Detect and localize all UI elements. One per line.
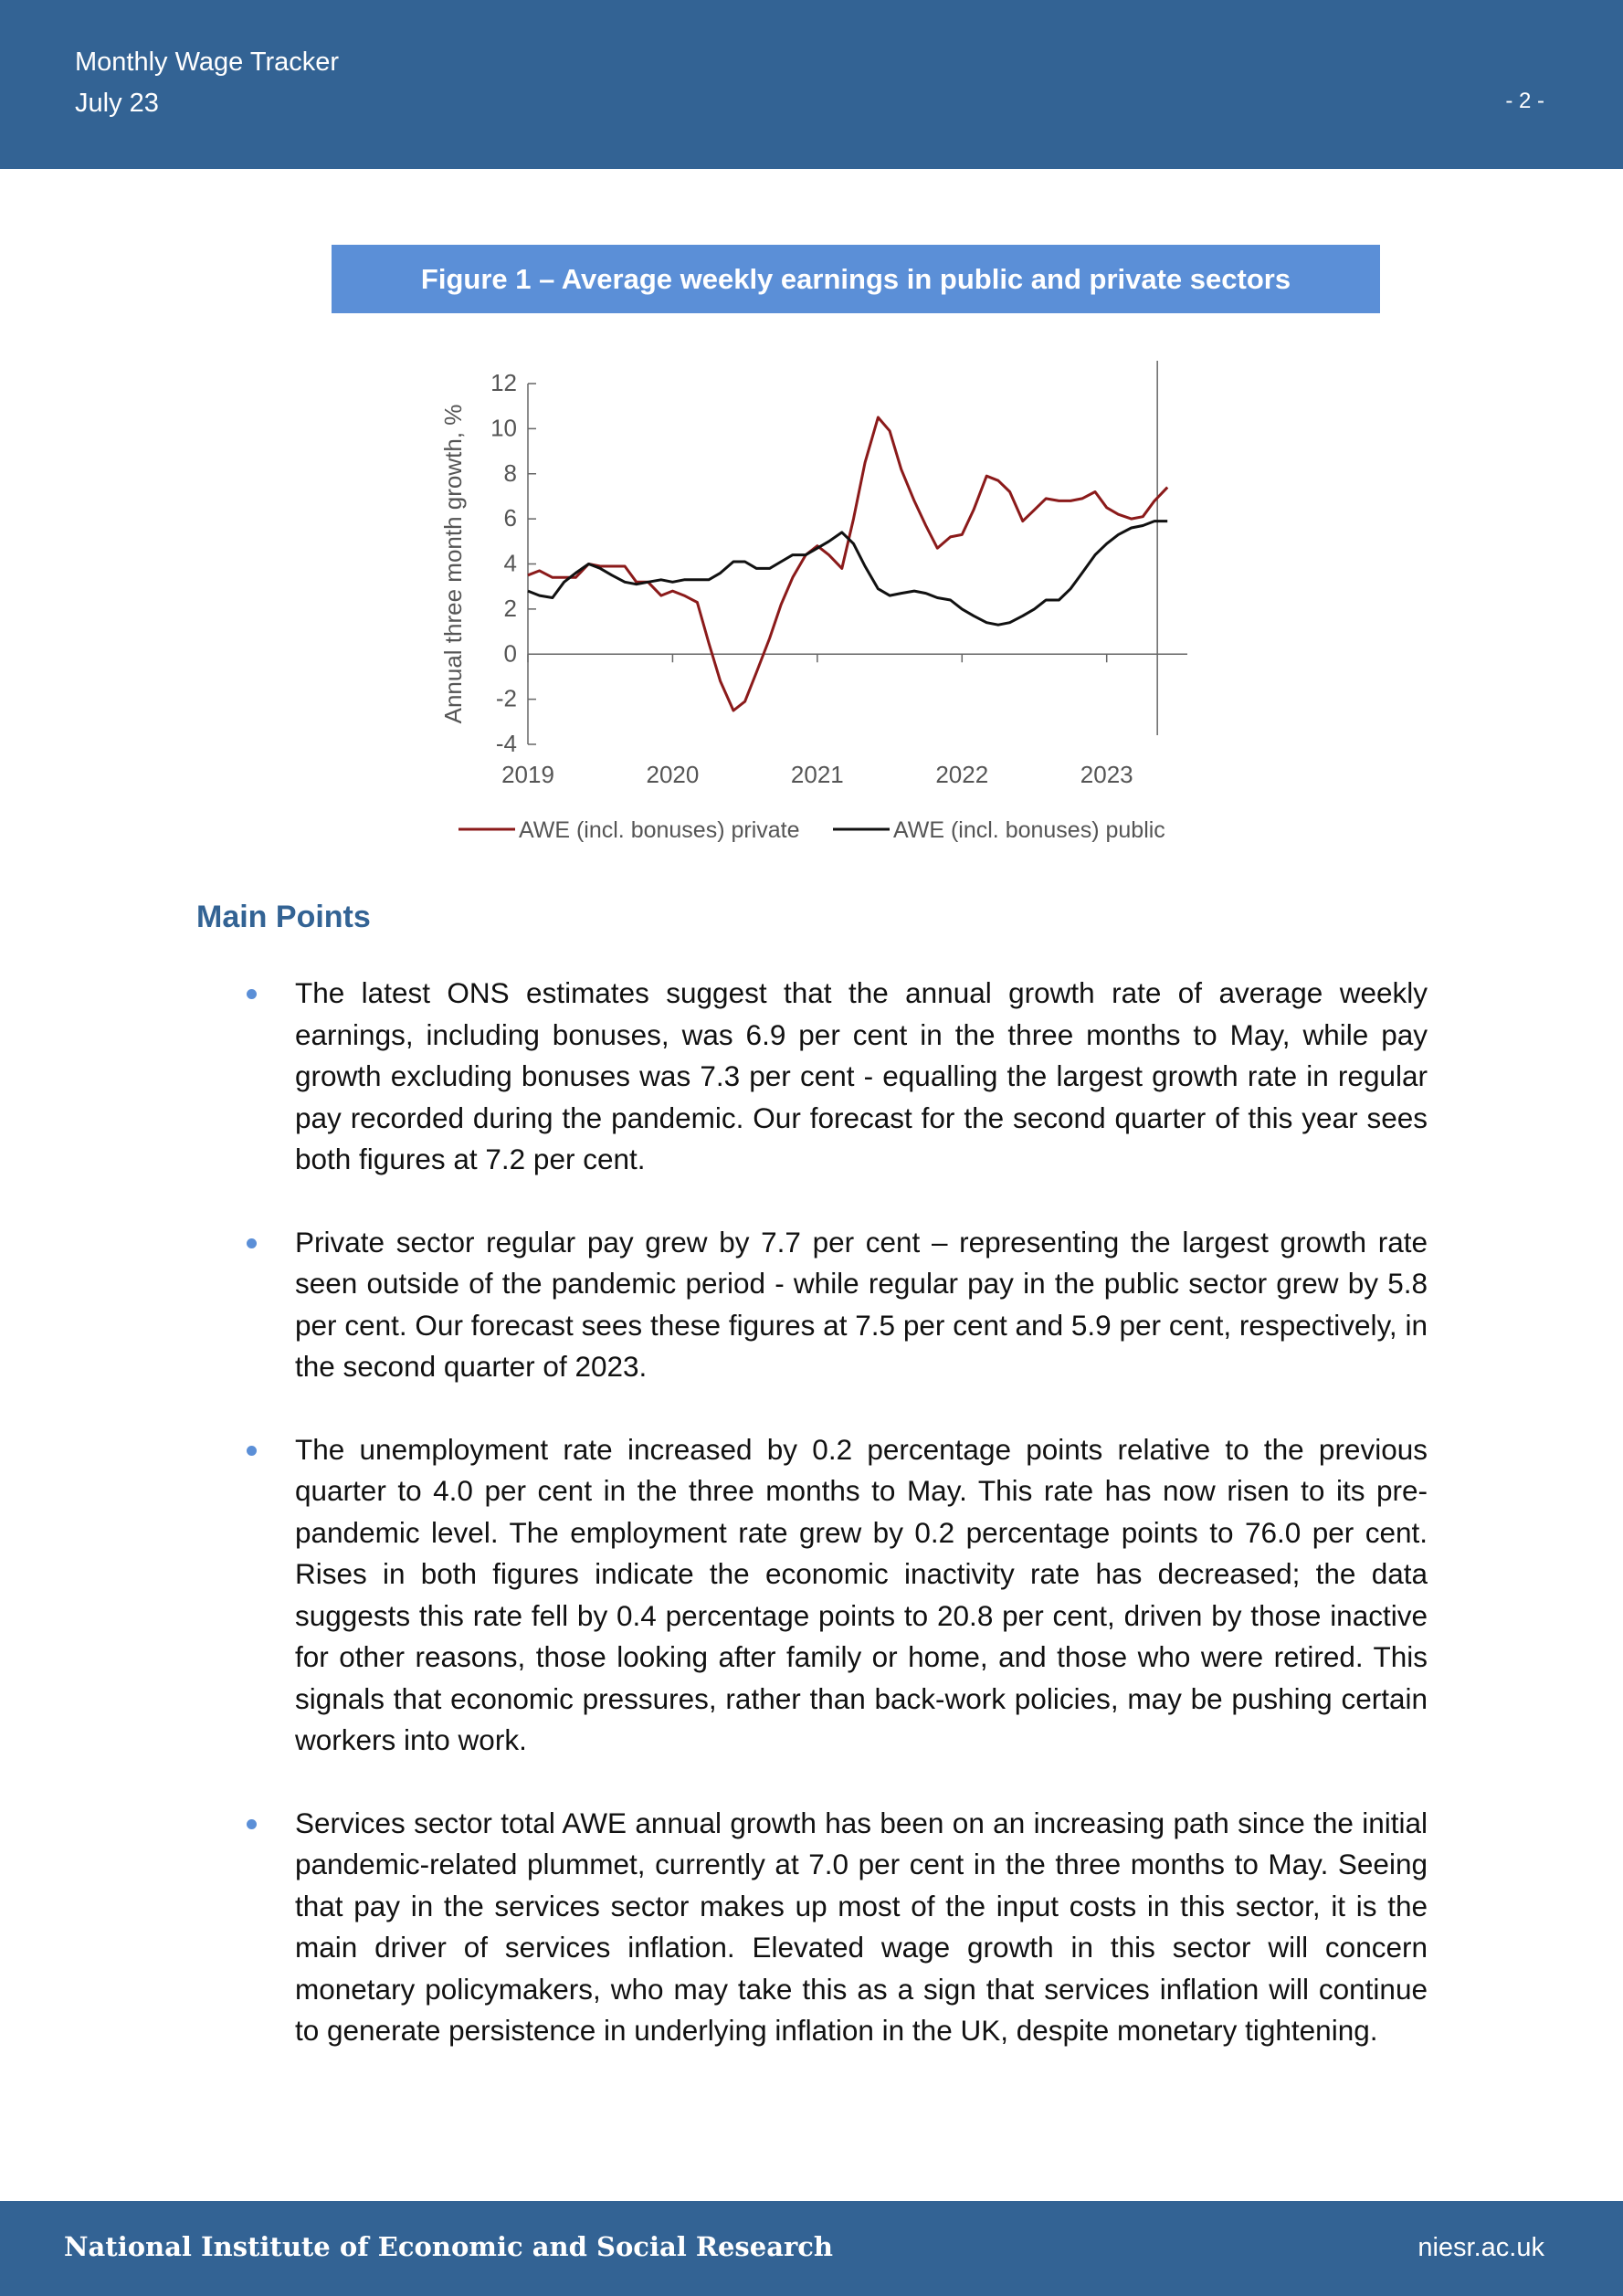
- y-tick-label: 6: [503, 504, 517, 532]
- list-item: [245, 1429, 1428, 1762]
- legend-label-1: AWE (incl. bonuses) public: [893, 817, 1165, 843]
- bullet-icon: [247, 1819, 257, 1829]
- series-line-0: [528, 417, 1167, 711]
- bullet-icon: [247, 989, 257, 999]
- page-header: [0, 0, 1623, 169]
- report-title: Monthly Wage Tracker: [75, 47, 340, 77]
- bullet-text: The latest ONS estimates suggest that the annual growth rate of average weekly earnings, including bonuses, was 6.9 per cent in the three months to May, while pay growth excluding bonuses was 7.3 per cent - equalling the largest growth rate in regular pay recorded during the pandemic. Our forecast for the second quarter of this year sees both figures at 7.2 per cent.: [295, 976, 1428, 1175]
- x-tick-label: 2022: [935, 761, 989, 788]
- main-points-list: [245, 973, 1428, 2093]
- y-tick-label: 0: [503, 639, 517, 668]
- report-date: July 23: [75, 89, 159, 118]
- bullet-text: Services sector total AWE annual growth has been on an increasing path since the initial pandemic-related plummet, currently at 7.0 per cent in the three months to May. Seeing that pay in the services sector makes up most of the input costs in this sector, it is the main driver of services inflation. Elevated wage growth in this sector will concern monetary policymakers, who may take this as a sign that services inflation will continue to generate persistence in underlying inflation in the UK, despite monetary tightening.: [295, 1806, 1428, 2047]
- y-tick-label: 12: [490, 369, 517, 396]
- x-tick-label: 2019: [501, 761, 554, 788]
- bullet-icon: [247, 1238, 257, 1248]
- y-tick-label: -2: [495, 684, 517, 712]
- bullet-text: The unemployment rate increased by 0.2 percentage points relative to the previous quarter to 4.0 per cent in the three months to May. This rate has now risen to its pre-pandemic level. The employment rate grew by 0.2 percentage points to 76.0 per cent. Rises in both figures indicate the economic inactivity rate has decreased; the data suggests this rate fell by 0.4 percentage points to 20.8 per cent, driven by those inactive for other reasons, those looking after family or home, and those who were retired. This signals that economic pressures, rather than back-work policies, may be pushing certain workers into work.: [295, 1432, 1428, 1756]
- bullet-text: Private sector regular pay grew by 7.7 per cent – representing the largest growth rate seen outside of the pandemic period - while regular pay in the public sector grew by 5.8 per cent. Our forecast sees these figures at 7.5 per cent and 5.9 per cent, respectively, in the second quarter of 2023.: [295, 1225, 1428, 1383]
- figure-title: Figure 1 – Average weekly earnings in public and private sectors: [332, 245, 1380, 313]
- list-item: [245, 1803, 1428, 2052]
- page-number: - 2 -: [1505, 89, 1544, 113]
- bullet-icon: [247, 1446, 257, 1456]
- section-heading: Main Points: [196, 900, 371, 934]
- page-footer: [0, 2201, 1623, 2296]
- y-tick-label: 10: [490, 414, 517, 442]
- list-item: [245, 973, 1428, 1181]
- earnings-chart: [402, 352, 1187, 863]
- x-tick-label: 2020: [646, 761, 700, 788]
- y-tick-label: 8: [503, 458, 517, 487]
- y-tick-label: -4: [495, 730, 517, 757]
- y-tick-label: 4: [503, 549, 517, 577]
- series-line-1: [528, 521, 1167, 626]
- y-axis-label: Annual three month growth, %: [439, 404, 467, 724]
- website-link[interactable]: niesr.ac.uk: [1417, 2233, 1544, 2262]
- list-item: [245, 1222, 1428, 1388]
- legend-label-0: AWE (incl. bonuses) private: [519, 817, 800, 843]
- organization-name: National Institute of Economic and Social Research: [64, 2231, 834, 2262]
- y-tick-label: 2: [503, 594, 517, 622]
- x-tick-label: 2021: [790, 761, 844, 788]
- x-tick-label: 2023: [1080, 761, 1133, 788]
